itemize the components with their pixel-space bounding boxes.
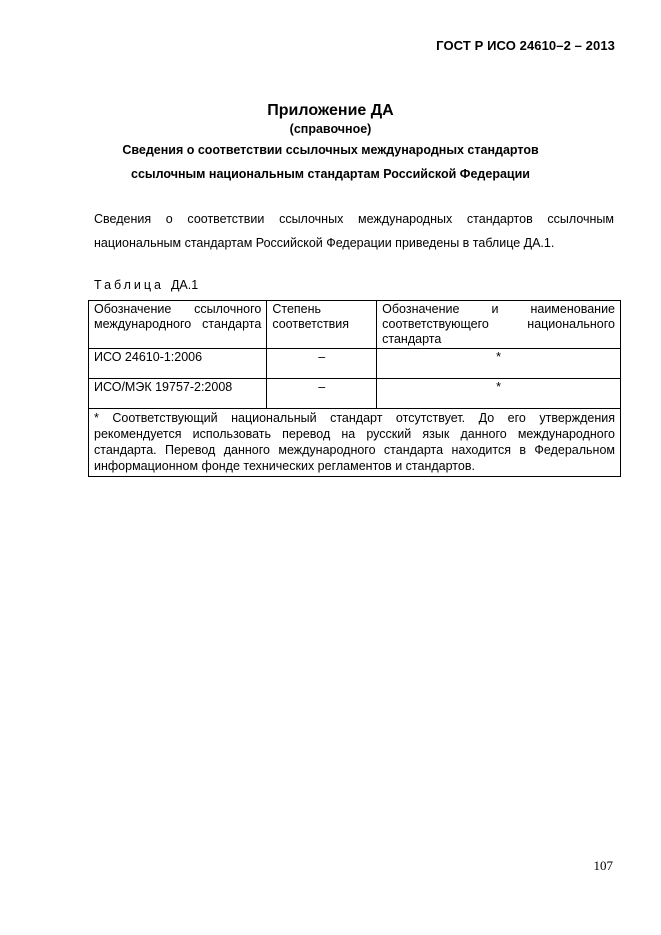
table-row	[89, 349, 621, 379]
intro-paragraph: Сведения о соответствии ссылочных международных стандартов ссылочным национальным стандартам Российской Федерации приведены в таблице ДА.1.	[94, 212, 614, 250]
row-1-national: *	[377, 349, 621, 379]
annex-note: (справочное)	[289, 122, 372, 136]
header-cell-international-standard: Обозначение ссылочного международного стандарта	[89, 301, 267, 349]
standard-code: ГОСТ Р ИСО 24610–2 – 2013	[436, 38, 615, 53]
row-2-degree: –	[267, 379, 377, 409]
annex-subtitle-line-1: Сведения о соответствии ссылочных международных стандартов	[122, 143, 539, 157]
table-row	[89, 379, 621, 409]
annex-subtitle-line-2: ссылочным национальным стандартам Российской Федерации	[131, 167, 530, 181]
correspondence-table	[88, 300, 621, 477]
annex-title: Приложение ДА	[267, 102, 394, 119]
table-header-row	[89, 301, 621, 349]
table-caption-word: Таблица	[94, 278, 165, 292]
header-cell-degree: Степень соответствия	[267, 301, 377, 349]
table-footnote-row	[89, 409, 621, 477]
row-2-national: *	[377, 379, 621, 409]
table-caption	[94, 278, 198, 292]
row-1-degree: –	[267, 349, 377, 379]
annex-subtitle	[0, 138, 661, 186]
table-caption-number: ДА.1	[170, 278, 199, 292]
row-1-standard: ИСО 24610-1:2006	[89, 349, 267, 379]
page-number: 107	[593, 858, 613, 873]
header-cell-national-standard: Обозначение и наименование соответствующего национального стандарта	[377, 301, 621, 349]
table-footnote: * Соответствующий национальный стандарт отсутствует. До его утверждения рекомендуется использовать перевод на русский язык данного международного стандарта. Перевод данного международного стандарта находится в Федеральном информационном фонде технических регламентов и стандартов.	[89, 409, 621, 477]
row-2-standard: ИСО/МЭК 19757-2:2008	[89, 379, 267, 409]
